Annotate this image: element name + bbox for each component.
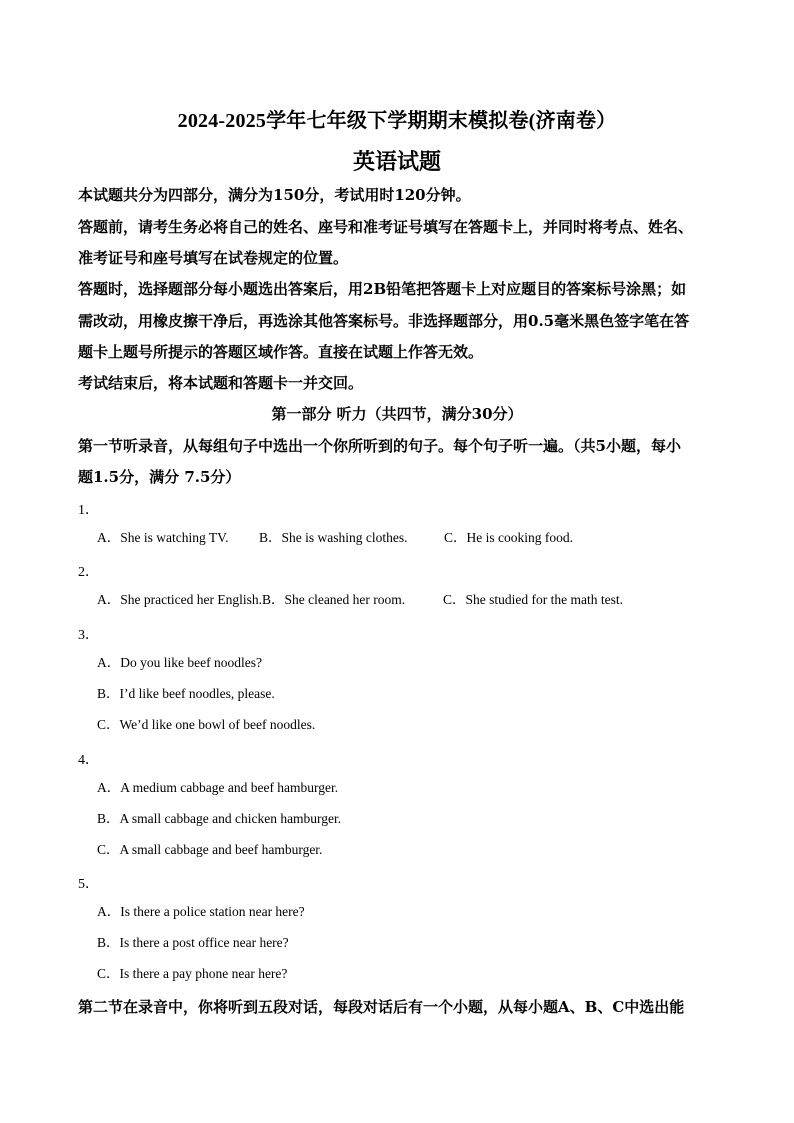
question-number: 3．: [78, 628, 99, 643]
exam-title: 2024-2025学年七年级下学期期末模拟卷(济南卷）: [177, 110, 617, 132]
option-c[interactable]: C．She studied for the math test.: [443, 592, 623, 607]
option-a[interactable]: A．Do you like beef noodles?: [97, 655, 262, 670]
option-c[interactable]: C．Is there a pay phone near here?: [97, 966, 288, 981]
option-c[interactable]: C．We’d like one bowl of beef noodles.: [97, 717, 316, 732]
section2-instruction: 第二节在录音中，你将听到五段对话，每段对话后有一个小题，从每小题A、B、C中选出能: [78, 998, 685, 1016]
option-b[interactable]: B．A small cabbage and chicken hamburger.: [97, 811, 342, 826]
option-c[interactable]: C．A small cabbage and beef hamburger.: [97, 842, 323, 857]
section1-instruction: 第一节听录音，从每组句子中选出一个你所听到的句子。每个句子听一遍。（共5小题，每小: [78, 437, 681, 455]
option-a[interactable]: A．She is watching TV.: [97, 530, 229, 545]
instruction-line: 考试结束后，将本试题和答题卡一并交回。: [78, 374, 364, 392]
question-number: 4．: [78, 753, 99, 768]
instruction-line: 答题时，选择题部分每小题选出答案后，用2B铅笔把答题卡上对应题目的答案标号涂黑；如: [78, 280, 687, 298]
option-a[interactable]: A．Is there a police station near here?: [97, 904, 305, 919]
part1-heading: 第一部分 听力（共四节，满分30分）: [271, 405, 523, 423]
instruction-line: 准考证号和座号填写在试卷规定的位置。: [78, 249, 349, 267]
option-row: [97, 529, 737, 547]
option-c[interactable]: C．He is cooking food.: [444, 530, 573, 545]
option-row: [97, 591, 737, 609]
section1-instruction: 题1.5分，满分 7.5分）: [78, 468, 241, 486]
instruction-line: 题卡上题号所提示的答题区域作答。直接在试题上作答无效。: [78, 343, 484, 361]
instruction-line: 本试题共分为四部分，满分为150分，考试用时120分钟。: [78, 186, 471, 204]
question-number: 2．: [78, 565, 99, 580]
option-a[interactable]: A．A medium cabbage and beef hamburger.: [97, 780, 339, 795]
instruction-line: 需改动，用橡皮擦干净后，再选涂其他答案标号。非选择题部分，用0.5毫米黑色签字笔在答: [78, 312, 690, 330]
instruction-line: 答题前，请考生务必将自己的姓名、座号和准考证号填写在答题卡上，并同时将考点、姓名、: [78, 218, 694, 236]
question-number: 5．: [78, 877, 99, 892]
option-b[interactable]: B．Is there a post office near here?: [97, 935, 289, 950]
exam-subtitle: 英语试题: [352, 149, 441, 174]
question-number: 1．: [78, 503, 99, 518]
option-b[interactable]: B．I’d like beef noodles, please.: [97, 686, 275, 701]
option-b[interactable]: B．She is washing clothes.: [259, 530, 408, 545]
option-a-b[interactable]: A．She practiced her English.B．She cleaned her room.: [97, 592, 406, 607]
